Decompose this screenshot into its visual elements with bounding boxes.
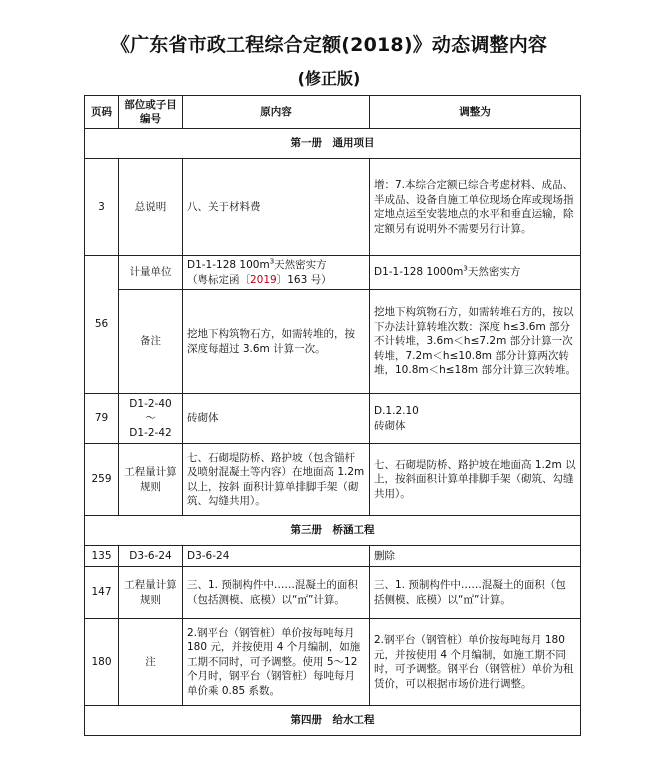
code-start: D1-2-40 [129, 397, 172, 410]
cell-page: 3 [85, 159, 119, 256]
adjusted-code: D.1.2.10 [374, 405, 419, 417]
cell-adjusted: 2.钢平台（钢管桩）单价按每吨每月 180 元，并按使用 4 个月编制，如施工期不同时，可予调整。钢平台（钢管桩）单价为租赁价，可以根据市场价进行调整。 [370, 619, 581, 706]
reference-suffix: 〕163 号） [276, 273, 332, 286]
adjusted-text: 砖砌体 [374, 419, 406, 432]
cell-adjusted [370, 394, 581, 444]
cell-code: 注 [119, 619, 183, 706]
header-original: 原内容 [183, 96, 370, 129]
cell-code: 总说明 [119, 159, 183, 256]
section-title-vol4: 第四册 给水工程 [85, 706, 581, 736]
document-subtitle: (修正版) [297, 69, 361, 88]
cell-code [119, 394, 183, 444]
cell-adjusted: 增：7.本综合定额已综合考虑材料、成品、半成品、设备自施工单位现场仓库或现场指定地点运至安装地点的水平和垂直运输，除定额另有说明外不需要另行计算。 [370, 159, 581, 256]
code-end: D1-2-42 [129, 426, 172, 439]
header-page: 页码 [85, 96, 119, 129]
code-range-sep: ～ [145, 412, 156, 425]
cell-adjusted: 三、1. 预制构件中……混凝土的面积（包括侧模、底模）以“㎡”计算。 [370, 567, 581, 619]
cell-original: 2.钢平台（钢管桩）单价按每吨每月 180 元，并按使用 4 个月编制，如施工期不同时，可予调整。使用 5～12 个月时，钢平台（钢管桩）每吨每月单价乘 0.85 系数。 [183, 619, 370, 706]
cell-original: 八、关于材料费 [183, 159, 370, 256]
cell-page: 79 [85, 394, 119, 444]
header-code: 部位或子目编号 [119, 96, 183, 129]
cell-adjusted: 七、石砌堤防桥、路护坡在地面高 1.2m 以上，按斜面积计算单排脚手架（砌筑、勾缝共用）。 [370, 444, 581, 516]
cell-page: 56 [85, 256, 119, 394]
section-title-vol1: 第一册 通用项目 [85, 129, 581, 159]
cell-page: 147 [85, 567, 119, 619]
table-row [85, 546, 581, 567]
table-row [85, 619, 581, 706]
section-row [85, 516, 581, 546]
cell-adjusted: 删除 [370, 546, 581, 567]
cell-page: 180 [85, 619, 119, 706]
cell-original: 挖地下构筑物石方，如需转堆的，按深度每超过 3.6m 计算一次。 [183, 290, 370, 394]
table-row [85, 256, 581, 290]
cell-code: 计量单位 [119, 256, 183, 290]
cell-adjusted: 挖地下构筑物石方，如需转堆石方的，按以下办法计算转堆次数：深度 h≤3.6m 部分不计转堆，3.6m＜h≤7.2m 部分计算一次转堆，7.2m＜h≤10.8m 部分计算两次转堆，10.8m＜h≤18m 部分计算三次转堆。 [370, 290, 581, 394]
cell-code: 备注 [119, 290, 183, 394]
cell-code: D3-6-24 [119, 546, 183, 567]
original-unit: D1-1-128 100m [187, 259, 270, 271]
superscript: 3 [463, 264, 468, 273]
table-row [85, 567, 581, 619]
reference-year: 2019 [250, 273, 277, 286]
adjusted-unit: D1-1-128 1000m [374, 266, 464, 279]
cell-page: 135 [85, 546, 119, 567]
section-row [85, 706, 581, 736]
document-title: 《广东省市政工程综合定额(2018)》动态调整内容 [110, 34, 548, 56]
cell-original: 七、石砌堤防桥、路护坡（包含锚杆及喷射混凝土等内容）在地面高 1.2m 以上，按斜 面积计算单排脚手架（砌筑、勾缝共用）。 [183, 444, 370, 516]
section-row [85, 129, 581, 159]
table-row [85, 159, 581, 256]
cell-original [183, 256, 370, 290]
cell-page: 259 [85, 444, 119, 516]
original-unit-name: 天然密实方 [274, 259, 327, 271]
cell-adjusted [370, 256, 581, 290]
superscript: 3 [269, 257, 275, 266]
table-row [85, 444, 581, 516]
cell-code: 工程量计算规则 [119, 444, 183, 516]
section-title-vol3: 第三册 桥涵工程 [85, 516, 581, 546]
cell-original: D3-6-24 [183, 546, 370, 567]
adjustment-table [84, 95, 581, 736]
table-row [85, 290, 581, 394]
header-row [85, 96, 581, 129]
adjusted-unit-name: 天然密实方 [467, 266, 521, 279]
table-row [85, 394, 581, 444]
reference-prefix: （粤标定函〔 [187, 273, 250, 286]
cell-code: 工程量计算规则 [119, 567, 183, 619]
cell-original: 三、1. 预制构件中……混凝土的面积（包括测模、底模）以“㎡”计算。 [183, 567, 370, 619]
header-adjusted: 调整为 [370, 96, 581, 129]
cell-original: 砖砌体 [183, 394, 370, 444]
